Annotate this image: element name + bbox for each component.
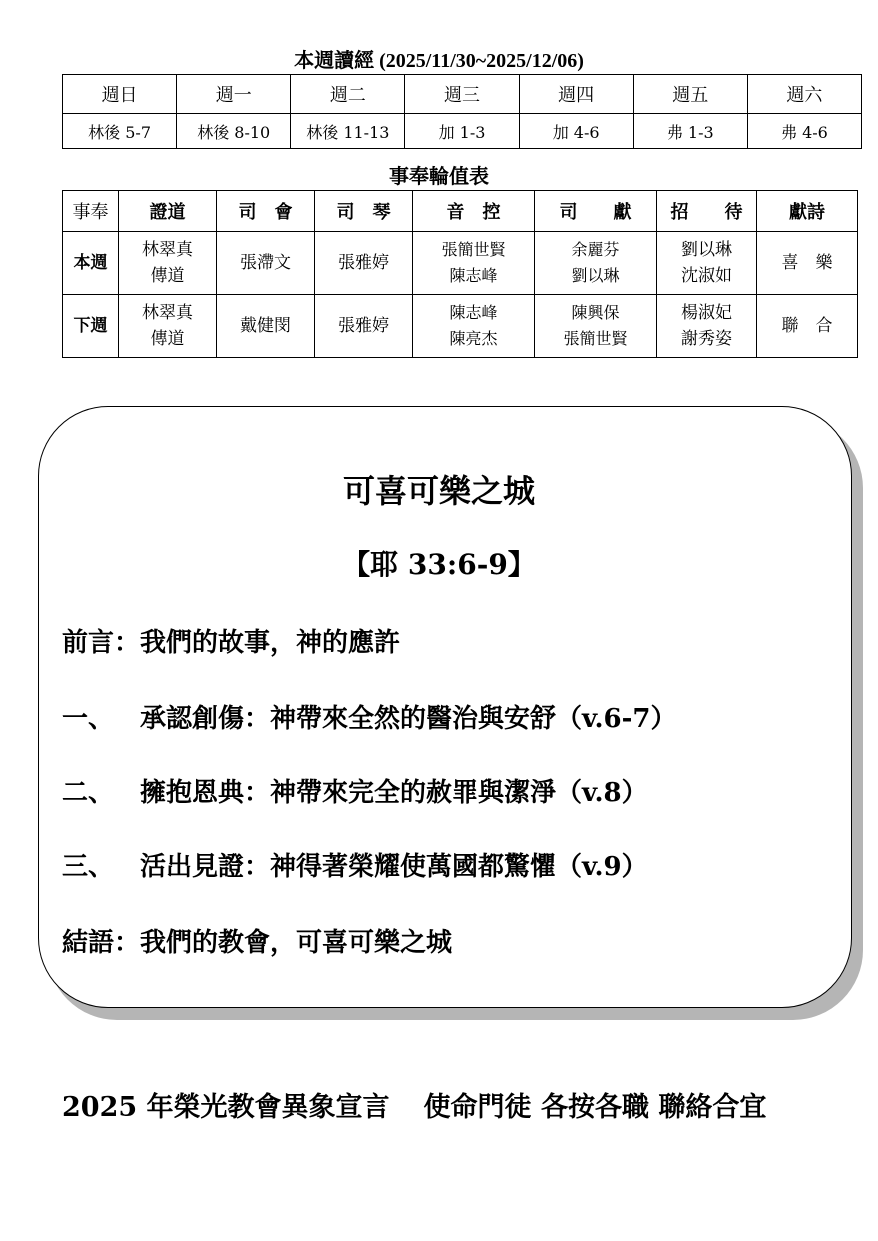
- usher-name: 謝秀姿: [681, 329, 732, 349]
- sound-name: 陳志峰: [449, 303, 498, 322]
- day-sun: 週日: [63, 75, 177, 114]
- duty-header-row: [63, 191, 858, 232]
- day-wed: 週三: [405, 75, 519, 114]
- passage-sun: 林後 5-7: [63, 114, 177, 149]
- ushers-cell: [657, 232, 757, 295]
- preach-name: 林翠真: [142, 303, 193, 323]
- offering-name: 余麗芬: [571, 240, 620, 259]
- sermon-point-2: [62, 772, 648, 809]
- reading-table: [62, 74, 862, 149]
- preach-cell: [119, 232, 217, 295]
- usher-name: 楊淑妃: [681, 303, 732, 323]
- usher-name: 劉以琳: [681, 240, 732, 260]
- preach-name: 林翠真: [142, 240, 193, 260]
- sound-name: 張簡世賢: [441, 240, 506, 259]
- duty-row-this-week: [63, 232, 858, 295]
- offering-cell: [535, 232, 657, 295]
- point-text: 承認創傷：神帶來全然的醫治與安舒（v.6-7）: [140, 704, 677, 734]
- host-cell: 張滯文: [217, 232, 315, 295]
- point-text: 擁抱恩典：神帶來完全的赦罪與潔淨（v.8）: [140, 778, 648, 808]
- day-fri: 週五: [633, 75, 747, 114]
- header-host: 司 會: [217, 191, 315, 232]
- sermon-point-3: [62, 846, 648, 883]
- sound-cell: [413, 232, 535, 295]
- preach-cell: [119, 295, 217, 358]
- sermon-conclusion: 結語：我們的教會，可喜可樂之城: [62, 928, 453, 958]
- sermon-title: 可喜可樂之城: [342, 472, 535, 510]
- passage-tue: 林後 11-13: [291, 114, 405, 149]
- header-service: 事奉: [63, 191, 119, 232]
- point-text: 活出見證：神得著榮耀使萬國都驚懼（v.9）: [140, 852, 648, 882]
- offering-name: 陳興保: [571, 303, 620, 322]
- pianist-cell: 張雅婷: [315, 232, 413, 295]
- duty-row-next-week: [63, 295, 858, 358]
- row-label: 下週: [63, 295, 119, 358]
- pianist-cell: 張雅婷: [315, 295, 413, 358]
- header-sound: 音 控: [413, 191, 535, 232]
- vision-text: 使命門徒 各按各職 聯絡合宜: [423, 1092, 767, 1123]
- offering-cell: [535, 295, 657, 358]
- passage-mon: 林後 8-10: [177, 114, 291, 149]
- usher-name: 沈淑如: [681, 266, 732, 286]
- duty-title: 事奉輪值表: [389, 164, 489, 188]
- sound-cell: [413, 295, 535, 358]
- point-number: 一、: [62, 704, 115, 734]
- day-sat: 週六: [747, 75, 861, 114]
- preach-title: 傳道: [150, 266, 185, 286]
- header-pianist: 司 琴: [315, 191, 413, 232]
- day-mon: 週一: [177, 75, 291, 114]
- passage-thu: 加 4-6: [519, 114, 633, 149]
- sound-name: 陳亮杰: [449, 329, 498, 348]
- choir-cell: 聯 合: [757, 295, 858, 358]
- offering-name: 張簡世賢: [563, 329, 628, 348]
- point-number: 三、: [62, 852, 115, 882]
- header-choir: 獻詩: [757, 191, 858, 232]
- day-thu: 週四: [519, 75, 633, 114]
- passage-sat: 弗 4-6: [747, 114, 861, 149]
- header-ushers: 招 待: [657, 191, 757, 232]
- sermon-point-1: [62, 698, 677, 735]
- header-offering: 司 獻: [535, 191, 657, 232]
- vision-title: 2025 年榮光教會異象宣言: [62, 1092, 390, 1123]
- duty-table: [62, 190, 858, 358]
- reading-days-row: [63, 75, 862, 114]
- row-label: 本週: [63, 232, 119, 295]
- sermon-intro: 前言：我們的故事，神的應許: [62, 628, 401, 658]
- host-cell: 戴健閔: [217, 295, 315, 358]
- offering-name: 劉以琳: [571, 266, 620, 285]
- day-tue: 週二: [291, 75, 405, 114]
- sound-name: 陳志峰: [449, 266, 498, 285]
- reading-title: 本週讀經 (2025/11/30~2025/12/06): [294, 50, 584, 72]
- passage-wed: 加 1-3: [405, 114, 519, 149]
- passage-fri: 弗 1-3: [633, 114, 747, 149]
- preach-title: 傳道: [150, 329, 185, 349]
- header-preach: 證道: [119, 191, 217, 232]
- point-number: 二、: [62, 778, 115, 808]
- sermon-reference: 【耶 33:6-9】: [342, 548, 536, 581]
- reading-passages-row: [63, 114, 862, 149]
- vision-statement: [62, 1085, 766, 1124]
- ushers-cell: [657, 295, 757, 358]
- choir-cell: 喜 樂: [757, 232, 858, 295]
